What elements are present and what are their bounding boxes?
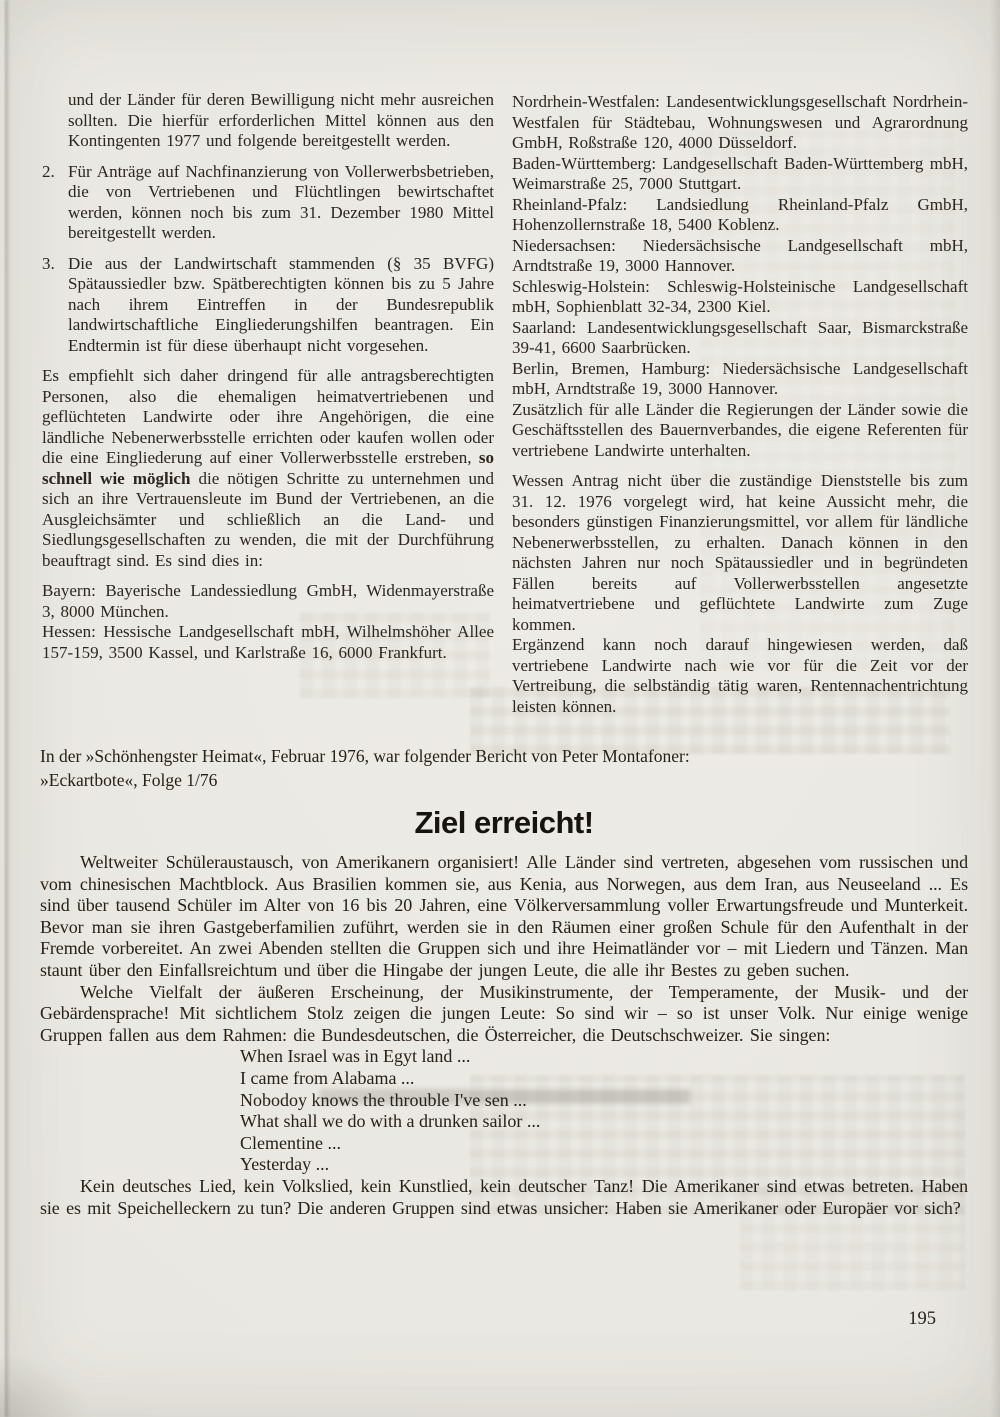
recommendation-text-before: Es empfiehlt sich daher dringend für alle antragsberechtigten Personen, also die ehemaligen heimatvertriebenen und geflüchteten Landwirte oder ihre Angehörigen, die eine ländliche Nebenerwerbsstelle errichten oder kaufen wollen oder die eine Eingliederung auf einer Vollerwerbsstelle erstreben, [42,366,494,467]
article-source-line-2: »Eckartbote«, Folge 1/76 [40,770,218,790]
bold-emphasis: so schnell wie möglich [42,448,494,488]
recommendation-paragraph [42,366,494,571]
song-line: Nobodoy knows the throuble I've sen ... [240,1089,527,1110]
right-column [512,92,968,717]
address-entry: Zusätzlich für alle Länder die Regierungen der Länder sowie die Geschäftsstellen des Bauernverbandes, die eigene Referenten für vertriebene Landwirte unterhalten. [512,399,968,460]
address-list-left [42,581,494,663]
scan-right-shadow [990,0,1000,1417]
deadline-paragraph: Wessen Antrag nicht über die zuständige Dienststelle bis zum 31. 12. 1976 vorgelegt wird, hat keine Aussicht mehr, die besonders günstigen Finanzierungsmittel, vor allem für ländliche Nebenerwerbsstellen, zu erhalten. Danach können in den nächsten Jahren nur noch Spätaussiedler und in begründeten Fällen bereits auf Vollerwerbsstellen angesetzte heimatvertriebene und geflüchtete Landwirte zum Zuge kommen. [512,471,968,634]
numbered-item-3 [42,254,494,357]
address-entry: Bayern: Bayerische Landessiedlung GmbH, Widenmayerstraße 3, 8000 München. [42,581,494,621]
song-line: I came from Alabama ... [240,1067,415,1088]
address-entry: Rheinland-Pfalz: Landsiedlung Rheinland-Pfalz GmbH, Hohenzollernstraße 18, 5400 Koblenz. [512,194,968,234]
item-text: Die aus der Landwirtschaft stammenden (§ 35 BVFG) Spätaussiedler bzw. Spätberechtigten können bis zu 5 Jahre nach ihrem Eintreffen in der Bundesrepublik landwirtschaftliche Eingliederungshilfen beantragen. Ein Endtermin ist für diese überhaupt nicht vorgesehen. [68,253,494,355]
address-entry: Baden-Württemberg: Landgesellschaft Baden-Württemberg mbH, Weimarstraße 25, 7000 Stuttgart. [512,153,968,193]
address-entry: Berlin, Bremen, Hamburg: Niedersächsische Landgesellschaft mbH, Arndtstraße 19, 3000 Hannover. [512,358,968,398]
pension-paragraph: Ergänzend kann noch darauf hingewiesen werden, daß vertriebene Landwirte nach wie vor für die Zeit vor der Vertreibung, die selbständig tätig waren, Rentennachentrichtung leisten können. [512,635,968,716]
song-line-list [240,1046,968,1176]
page-number: 195 [908,1309,936,1329]
scan-corner-shadow [0,1317,140,1417]
address-entry: Niedersachsen: Niedersächsische Landgesellschaft mbH, Arndtstraße 19, 3000 Hannover. [512,235,968,275]
numbered-item-2 [42,162,494,244]
item-number: 3. [42,253,55,273]
address-entry: Nordrhein-Westfalen: Landesentwicklungsgesellschaft Nordrhein-Westfalen für Städtebau, Wohnungswesen und Agrarordnung GmbH, Roßstraße 120, 4000 Düsseldorf. [512,92,968,152]
item-number: 2. [42,161,55,181]
address-entry: Schleswig-Holstein: Schleswig-Holsteinische Landgesellschaft mbH, Sophienblatt 32-34, 2300 Kiel. [512,276,968,316]
article-headline: Ziel erreicht! [414,805,594,840]
recommendation-text-after: die nötigen Schritte zu unternehmen und sich an ihre Vertrauensleute im Bund der Vertriebenen, an die Ausgleichsämter und schließlich an die Land- und Siedlungsgesellschaften zu wenden, die mit der Durchführung beauftragt sind. Es sind dies in: [42,468,494,570]
article-paragraph-2: Welche Vielfalt der äußeren Erscheinung, der Musikinstrumente, der Temperamente, der Musik- und der Gebärdensprache! Mit sichtlichem Stolz zeigen die jungen Leute: So sind wir – so ist unser Volk. Nur einige wenige Gruppen fallen aus dem Rahmen: die Bundesdeutschen, die Österreicher, die Deutschschweizer. Sie singen: [40,981,968,1045]
article-source-line-1: In der »Schönhengster Heimat«, Februar 1976, war folgender Bericht von Peter Montafoner: [40,746,690,766]
article-section [40,744,968,1219]
article-paragraph-1: Weltweiter Schüleraustausch, von Amerikanern organisiert! Alle Länder sind vertreten, abgesehen vom russischen und vom chinesischen Machtblock. Aus Brasilien kommen sie, aus Kenia, aus Norwegen, aus dem Iran, aus Neuseeland ... Es sind über tausend Schüler im Alter von 16 bis 20 Jahren, eine Völkerversammlung voller Erwartungsfreude und Munterkeit. Bevor man sie ihren Gastgeberfamilien zuführt, werden sie in den Räumen einer großen Schule für den Aufenthalt in der Fremde vorbereitet. An zwei Abenden stellten die Gruppen sich und ihre Heimatländer vor – mit Liedern und Tänzen. Man staunt über den Einfallsreichtum und über die Hingabe der jungen Leute, die alle ihr Bestes zu geben suchen. [40,852,968,980]
address-entry: Saarland: Landesentwicklungsgesellschaft Saar, Bismarckstraße 39-41, 6600 Saarbrücken. [512,317,968,357]
continuation-paragraph: und der Länder für deren Bewilligung nicht mehr ausreichen sollten. Die hierfür erforderlichen Mittel können aus den Kontingenten 1977 und folgende bereitgestellt werden. [68,90,494,150]
address-entry: Hessen: Hessische Landgesellschaft mbH, Wilhelmshöher Allee 157-159, 3500 Kassel, und Karlstraße 16, 6000 Frankfurt. [42,622,494,662]
song-line: Yesterday ... [240,1154,330,1175]
article-paragraph-3: Kein deutsches Lied, kein Volkslied, kein Kunstlied, kein deutscher Tanz! Die Amerikaner sind etwas betreten. Haben sie es mit Speichelleckern zu tun? Die anderen Gruppen sind etwas unsicher: Haben sie Amerikaner oder Europäer vor sich? [40,1175,968,1218]
item-text: Für Anträge auf Nachfinanzierung von Vollerwerbsbetrieben, die von Vertriebenen und Flüchtlingen bewirtschaftet werden, können noch bis zum 31. Dezember 1980 Mittel bereitgestellt werden. [68,161,494,242]
left-column [42,90,494,663]
song-line: What shall we do with a drunken sailor ... [240,1111,541,1132]
song-line: Clementine ... [240,1132,341,1153]
song-line: When Israel was in Egyt land ... [240,1046,471,1067]
scan-left-shadow [5,0,10,1417]
